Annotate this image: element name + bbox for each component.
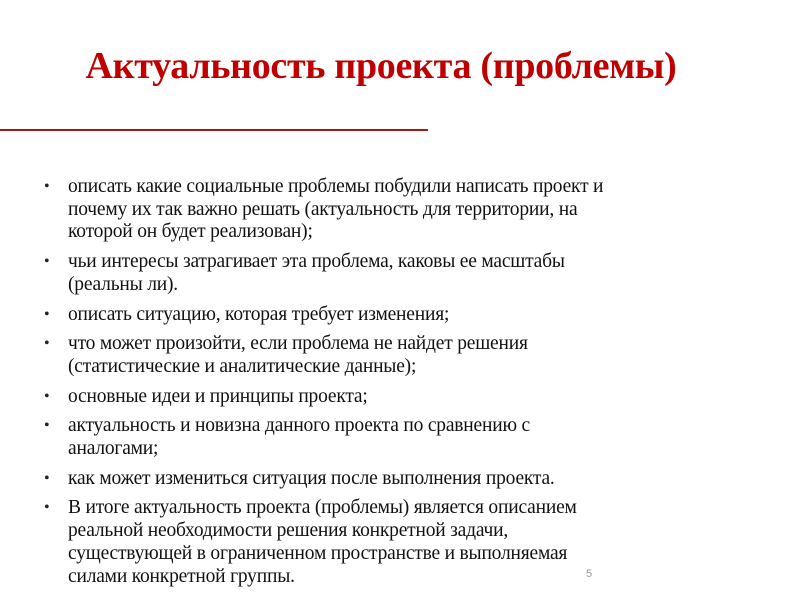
bullet-item bbox=[44, 386, 784, 409]
bullet-text-line: как может измениться ситуация после выполнения проекта. bbox=[68, 467, 555, 489]
bullet-item bbox=[44, 333, 784, 378]
bullet-icon: • bbox=[44, 469, 50, 487]
bullet-icon: • bbox=[44, 253, 50, 271]
bullet-text-line: чьи интересы затрагивает эта проблема, каковы ее масштабы bbox=[68, 251, 565, 273]
bullet-text-line: описать какие социальные проблемы побудили написать проект и bbox=[68, 176, 604, 197]
bullet-list bbox=[44, 176, 784, 595]
bullet-text-line: существующей в ограниченном пространстве и выполняемая bbox=[68, 542, 568, 564]
bullet-text-line: что может произойти, если проблема не найдет решения bbox=[68, 333, 528, 355]
bullet-icon: • bbox=[44, 387, 50, 405]
bullet-icon: • bbox=[44, 335, 50, 353]
bullet-item bbox=[44, 176, 784, 244]
bullet-text-line: основные идеи и принципы проекта; bbox=[68, 385, 368, 407]
bullet-text-line: почему их так важно решать (актуальность для территории, на bbox=[68, 198, 578, 220]
bullet-text-line: (статистические и аналитические данные); bbox=[68, 355, 417, 377]
page-number: 5 bbox=[586, 568, 593, 580]
slide-title: Актуальность проекта (проблемы) bbox=[85, 45, 677, 87]
bullet-item bbox=[44, 304, 784, 327]
bullet-icon: • bbox=[44, 305, 50, 323]
bullet-icon: • bbox=[44, 499, 50, 517]
bullet-text-line: которой он будет реализован); bbox=[68, 221, 313, 243]
bullet-text-line: реальной необходимости решения конкретной задачи, bbox=[68, 520, 509, 542]
bullet-item bbox=[44, 497, 784, 588]
bullet-text-line: актуальность и новизна данного проекта по сравнению с bbox=[68, 415, 530, 437]
bullet-text-line: (реальны ли). bbox=[68, 273, 178, 295]
title-underline-divider bbox=[0, 129, 428, 131]
bullet-text-line: В итоге актуальность проекта (проблемы) является описанием bbox=[68, 497, 577, 519]
bullet-item bbox=[44, 468, 784, 491]
bullet-icon: • bbox=[44, 417, 50, 435]
bullet-item bbox=[44, 251, 784, 296]
bullet-text-line: описать ситуацию, которая требует изменения; bbox=[68, 303, 450, 325]
bullet-item bbox=[44, 415, 784, 460]
bullet-icon: • bbox=[44, 178, 50, 195]
bullet-text-line: силами конкретной группы. bbox=[68, 565, 295, 587]
bullet-text-line: аналогами; bbox=[68, 438, 159, 460]
